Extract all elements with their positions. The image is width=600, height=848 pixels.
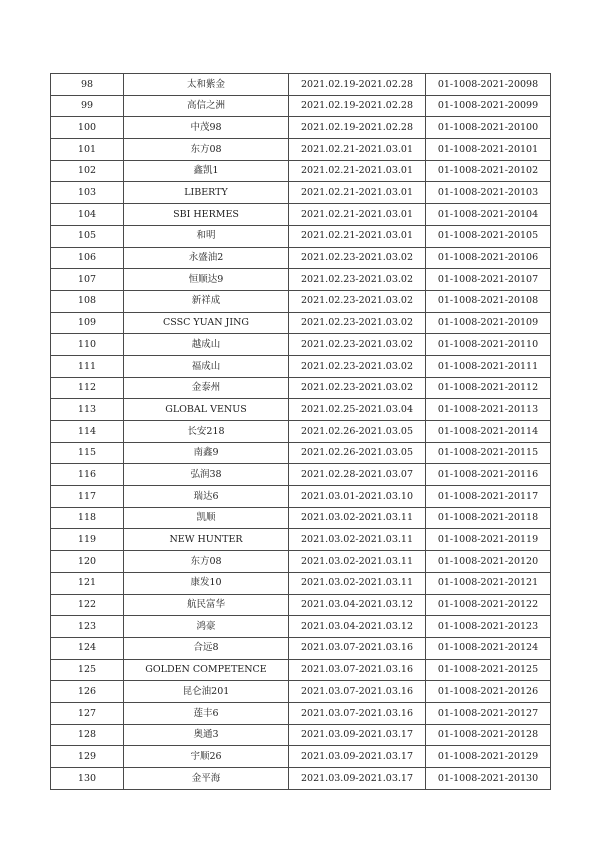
row-index-cell: 127	[51, 702, 124, 724]
row-index-cell: 128	[51, 724, 124, 746]
ship-name-cell: 和明	[124, 225, 289, 247]
table-row	[51, 399, 551, 421]
permit-number-cell: 01-1008-2021-20106	[426, 247, 551, 269]
date-range-cell: 2021.02.23-2021.03.02	[289, 355, 426, 377]
table-row	[51, 507, 551, 529]
date-range-cell: 2021.02.26-2021.03.05	[289, 442, 426, 464]
ship-name-cell: 宇顺26	[124, 746, 289, 768]
table-row	[51, 247, 551, 269]
date-range-cell: 2021.02.21-2021.03.01	[289, 225, 426, 247]
date-range-cell: 2021.02.23-2021.03.02	[289, 312, 426, 334]
row-index-cell: 100	[51, 117, 124, 139]
table-row	[51, 637, 551, 659]
table-row	[51, 139, 551, 161]
date-range-cell: 2021.03.02-2021.03.11	[289, 529, 426, 551]
table-row	[51, 594, 551, 616]
ship-name-cell: LIBERTY	[124, 182, 289, 204]
date-range-cell: 2021.02.23-2021.03.02	[289, 334, 426, 356]
permit-number-cell: 01-1008-2021-20098	[426, 74, 551, 96]
row-index-cell: 126	[51, 681, 124, 703]
row-index-cell: 122	[51, 594, 124, 616]
table-row	[51, 269, 551, 291]
ship-name-cell: 航民富华	[124, 594, 289, 616]
permit-number-cell: 01-1008-2021-20123	[426, 616, 551, 638]
row-index-cell: 111	[51, 355, 124, 377]
table-row	[51, 616, 551, 638]
table-row	[51, 724, 551, 746]
ship-name-cell: 奥通3	[124, 724, 289, 746]
ship-name-cell: 金泰州	[124, 377, 289, 399]
ship-name-cell: GLOBAL VENUS	[124, 399, 289, 421]
ship-name-cell: 康发10	[124, 572, 289, 594]
table-row	[51, 117, 551, 139]
row-index-cell: 98	[51, 74, 124, 96]
ship-name-cell: 长安218	[124, 421, 289, 443]
row-index-cell: 101	[51, 139, 124, 161]
permit-number-cell: 01-1008-2021-20119	[426, 529, 551, 551]
permit-number-cell: 01-1008-2021-20117	[426, 486, 551, 508]
row-index-cell: 105	[51, 225, 124, 247]
row-index-cell: 118	[51, 507, 124, 529]
row-index-cell: 103	[51, 182, 124, 204]
ship-name-cell: 东方08	[124, 551, 289, 573]
table-row	[51, 225, 551, 247]
table-row	[51, 464, 551, 486]
permit-number-cell: 01-1008-2021-20100	[426, 117, 551, 139]
date-range-cell: 2021.03.02-2021.03.11	[289, 507, 426, 529]
permit-number-cell: 01-1008-2021-20120	[426, 551, 551, 573]
permit-number-cell: 01-1008-2021-20104	[426, 204, 551, 226]
ship-name-cell: 恒顺达9	[124, 269, 289, 291]
ship-name-cell: SBI HERMES	[124, 204, 289, 226]
row-index-cell: 117	[51, 486, 124, 508]
permit-number-cell: 01-1008-2021-20124	[426, 637, 551, 659]
row-index-cell: 108	[51, 290, 124, 312]
permit-number-cell: 01-1008-2021-20129	[426, 746, 551, 768]
permit-number-cell: 01-1008-2021-20113	[426, 399, 551, 421]
table-row	[51, 529, 551, 551]
date-range-cell: 2021.02.25-2021.03.04	[289, 399, 426, 421]
date-range-cell: 2021.03.09-2021.03.17	[289, 768, 426, 790]
permit-number-cell: 01-1008-2021-20114	[426, 421, 551, 443]
date-range-cell: 2021.03.02-2021.03.11	[289, 551, 426, 573]
table-row	[51, 768, 551, 790]
row-index-cell: 112	[51, 377, 124, 399]
date-range-cell: 2021.02.21-2021.03.01	[289, 160, 426, 182]
date-range-cell: 2021.03.02-2021.03.11	[289, 572, 426, 594]
date-range-cell: 2021.02.23-2021.03.02	[289, 247, 426, 269]
permit-number-cell: 01-1008-2021-20125	[426, 659, 551, 681]
table-row	[51, 551, 551, 573]
table-row	[51, 95, 551, 117]
row-index-cell: 119	[51, 529, 124, 551]
ship-name-cell: 莲丰6	[124, 702, 289, 724]
table-row	[51, 681, 551, 703]
row-index-cell: 120	[51, 551, 124, 573]
date-range-cell: 2021.02.21-2021.03.01	[289, 139, 426, 161]
ship-name-cell: 中茂98	[124, 117, 289, 139]
permit-number-cell: 01-1008-2021-20101	[426, 139, 551, 161]
records-table	[50, 73, 551, 790]
ship-name-cell: 合远8	[124, 637, 289, 659]
row-index-cell: 114	[51, 421, 124, 443]
permit-number-cell: 01-1008-2021-20107	[426, 269, 551, 291]
table-row	[51, 160, 551, 182]
date-range-cell: 2021.03.07-2021.03.16	[289, 637, 426, 659]
date-range-cell: 2021.03.09-2021.03.17	[289, 746, 426, 768]
row-index-cell: 106	[51, 247, 124, 269]
date-range-cell: 2021.02.21-2021.03.01	[289, 182, 426, 204]
row-index-cell: 129	[51, 746, 124, 768]
ship-name-cell: 南鑫9	[124, 442, 289, 464]
permit-number-cell: 01-1008-2021-20109	[426, 312, 551, 334]
row-index-cell: 123	[51, 616, 124, 638]
permit-number-cell: 01-1008-2021-20118	[426, 507, 551, 529]
row-index-cell: 124	[51, 637, 124, 659]
date-range-cell: 2021.03.07-2021.03.16	[289, 659, 426, 681]
date-range-cell: 2021.03.01-2021.03.10	[289, 486, 426, 508]
date-range-cell: 2021.03.04-2021.03.12	[289, 616, 426, 638]
table-row	[51, 290, 551, 312]
row-index-cell: 116	[51, 464, 124, 486]
permit-number-cell: 01-1008-2021-20111	[426, 355, 551, 377]
ship-name-cell: 鸿豪	[124, 616, 289, 638]
row-index-cell: 102	[51, 160, 124, 182]
permit-number-cell: 01-1008-2021-20105	[426, 225, 551, 247]
permit-number-cell: 01-1008-2021-20103	[426, 182, 551, 204]
table-row	[51, 659, 551, 681]
date-range-cell: 2021.02.23-2021.03.02	[289, 377, 426, 399]
row-index-cell: 109	[51, 312, 124, 334]
date-range-cell: 2021.02.28-2021.03.07	[289, 464, 426, 486]
row-index-cell: 99	[51, 95, 124, 117]
table-row	[51, 377, 551, 399]
permit-number-cell: 01-1008-2021-20112	[426, 377, 551, 399]
row-index-cell: 107	[51, 269, 124, 291]
ship-name-cell: 越成山	[124, 334, 289, 356]
date-range-cell: 2021.02.19-2021.02.28	[289, 117, 426, 139]
table-row	[51, 355, 551, 377]
table-row	[51, 334, 551, 356]
permit-number-cell: 01-1008-2021-20108	[426, 290, 551, 312]
ship-name-cell: 福成山	[124, 355, 289, 377]
permit-number-cell: 01-1008-2021-20127	[426, 702, 551, 724]
date-range-cell: 2021.03.07-2021.03.16	[289, 681, 426, 703]
table-row	[51, 572, 551, 594]
ship-name-cell: 瑞达6	[124, 486, 289, 508]
ship-name-cell: 鑫凯1	[124, 160, 289, 182]
row-index-cell: 113	[51, 399, 124, 421]
date-range-cell: 2021.02.23-2021.03.02	[289, 269, 426, 291]
ship-name-cell: CSSC YUAN JING	[124, 312, 289, 334]
table-row	[51, 746, 551, 768]
row-index-cell: 104	[51, 204, 124, 226]
ship-name-cell: 昆仑油201	[124, 681, 289, 703]
date-range-cell: 2021.02.19-2021.02.28	[289, 95, 426, 117]
table-row	[51, 486, 551, 508]
row-index-cell: 121	[51, 572, 124, 594]
permit-number-cell: 01-1008-2021-20102	[426, 160, 551, 182]
row-index-cell: 110	[51, 334, 124, 356]
row-index-cell: 115	[51, 442, 124, 464]
table-row	[51, 421, 551, 443]
permit-number-cell: 01-1008-2021-20115	[426, 442, 551, 464]
records-table-body	[51, 74, 551, 790]
table-row	[51, 702, 551, 724]
row-index-cell: 125	[51, 659, 124, 681]
permit-number-cell: 01-1008-2021-20130	[426, 768, 551, 790]
date-range-cell: 2021.03.07-2021.03.16	[289, 702, 426, 724]
ship-name-cell: GOLDEN COMPETENCE	[124, 659, 289, 681]
permit-number-cell: 01-1008-2021-20121	[426, 572, 551, 594]
date-range-cell: 2021.02.21-2021.03.01	[289, 204, 426, 226]
permit-number-cell: 01-1008-2021-20128	[426, 724, 551, 746]
permit-number-cell: 01-1008-2021-20126	[426, 681, 551, 703]
date-range-cell: 2021.02.26-2021.03.05	[289, 421, 426, 443]
table-row	[51, 442, 551, 464]
ship-name-cell: 金平海	[124, 768, 289, 790]
ship-name-cell: NEW HUNTER	[124, 529, 289, 551]
ship-name-cell: 高信之洲	[124, 95, 289, 117]
ship-name-cell: 东方08	[124, 139, 289, 161]
ship-name-cell: 太和紫金	[124, 74, 289, 96]
table-row	[51, 312, 551, 334]
date-range-cell: 2021.03.09-2021.03.17	[289, 724, 426, 746]
permit-number-cell: 01-1008-2021-20122	[426, 594, 551, 616]
ship-name-cell: 新祥成	[124, 290, 289, 312]
ship-name-cell: 弘润38	[124, 464, 289, 486]
date-range-cell: 2021.03.04-2021.03.12	[289, 594, 426, 616]
table-row	[51, 182, 551, 204]
permit-number-cell: 01-1008-2021-20110	[426, 334, 551, 356]
date-range-cell: 2021.02.19-2021.02.28	[289, 74, 426, 96]
ship-name-cell: 凯顺	[124, 507, 289, 529]
table-row	[51, 204, 551, 226]
row-index-cell: 130	[51, 768, 124, 790]
date-range-cell: 2021.02.23-2021.03.02	[289, 290, 426, 312]
table-row	[51, 74, 551, 96]
permit-number-cell: 01-1008-2021-20099	[426, 95, 551, 117]
permit-number-cell: 01-1008-2021-20116	[426, 464, 551, 486]
ship-name-cell: 永盛油2	[124, 247, 289, 269]
